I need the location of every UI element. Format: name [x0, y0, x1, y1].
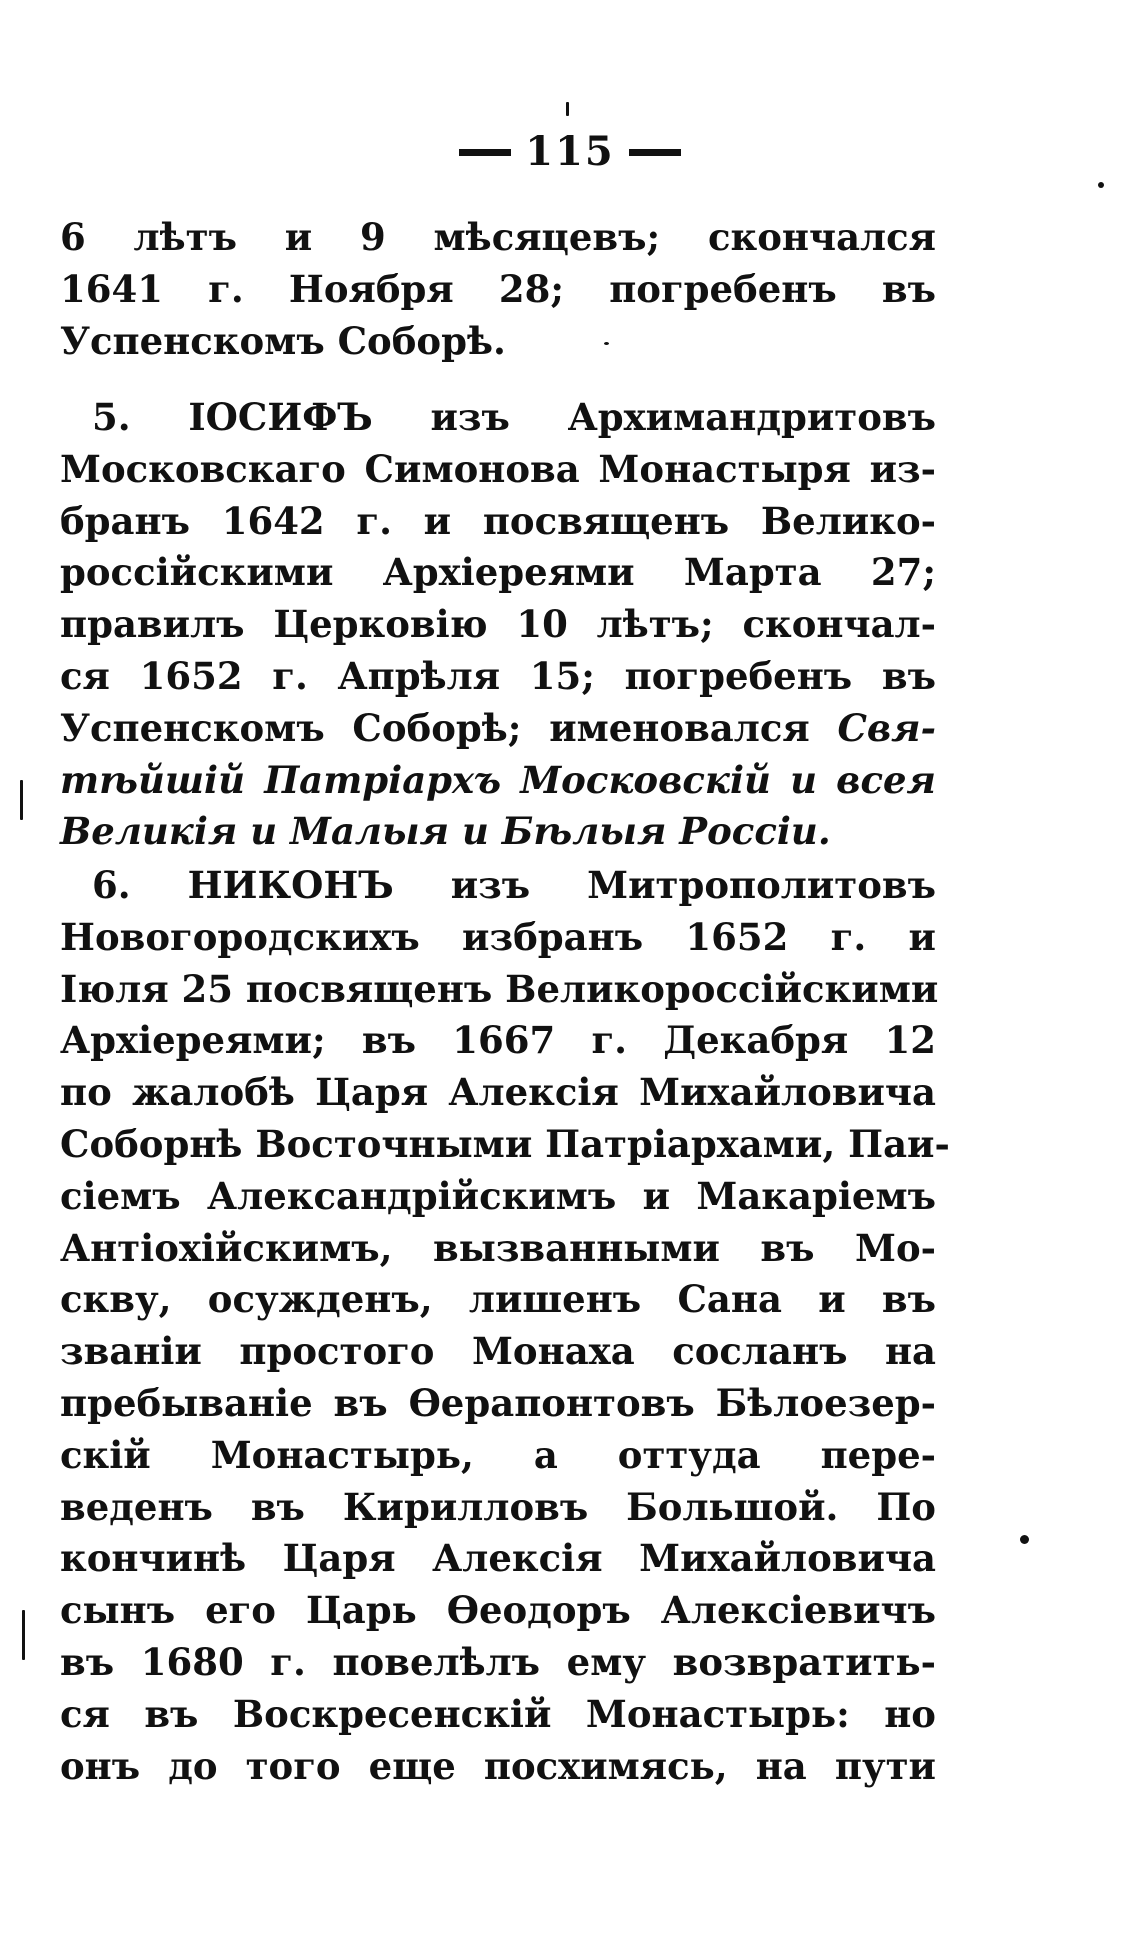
page-number-right-dash	[629, 149, 681, 156]
text-line: 6. НИКОНЪ изъ Митрополитовъ	[92, 863, 936, 907]
scan-speck	[604, 342, 609, 345]
text-line: по жалобѣ Царя Алексiя Михайловича	[60, 1070, 936, 1115]
text-line: 5. IОСИФЪ изъ Архимандритовъ	[92, 395, 936, 439]
page-number	[0, 128, 1140, 175]
text-line: Успенскомъ Соборѣ.	[60, 318, 506, 363]
page-number-value: 115	[525, 128, 615, 175]
text-line: Новогородскихъ избранъ 1652 г. и	[60, 914, 936, 959]
text-line: Архiереями; въ 1667 г. Декабря 12	[60, 1018, 936, 1063]
text-line: веденъ въ Кирилловъ Большой. По	[60, 1484, 936, 1529]
text-line: правилъ Церковiю 10 лѣтъ; скончал-	[60, 602, 936, 647]
text-line: Антiохiйскимъ, вызванными въ Мо-	[60, 1225, 936, 1270]
text-line: россiйскими Архiереями Марта 27;	[60, 550, 936, 595]
text-line: 6 лѣтъ и 9 мѣсяцевъ; скончался	[60, 215, 936, 259]
italic-title-segment: Свя-	[837, 705, 936, 750]
text-line: пребыванiе въ Ѳерапонтовъ Бѣлоезер-	[60, 1380, 936, 1425]
text-line: Московскаго Симонова Монастыря из-	[60, 446, 936, 491]
text-line: ся 1652 г. Апрѣля 15; погребенъ въ	[60, 653, 936, 698]
text-line: 1641 г. Ноября 28; погребенъ въ	[60, 266, 936, 311]
scan-speck	[22, 1610, 25, 1660]
text-line: званiи простого Монаха сосланъ на	[60, 1329, 936, 1374]
scan-speck	[1020, 1535, 1029, 1544]
text-line: кончинѣ Царя Алексiя Михайловича	[60, 1536, 936, 1581]
italic-title-line: тѣйшiй Патрiархъ Московскiй и всея	[60, 757, 936, 802]
text-line: ся въ Воскресенскiй Монастырь: но	[60, 1691, 936, 1736]
scan-speck	[20, 780, 23, 820]
text-segment: Успенскомъ Соборѣ; именовался	[60, 705, 838, 750]
scan-speck	[1098, 182, 1104, 188]
paragraph-nikon	[60, 860, 950, 1792]
text-line: онъ до того еще посхимясь, на пути	[60, 1743, 936, 1788]
text-line: Iюля 25 посвященъ Великороссiйскими	[60, 966, 939, 1011]
italic-title-line: Великiя и Малыя и Бѣлыя Россiи.	[60, 809, 831, 854]
text-line: сынъ его Царь Ѳеодоръ Алексiевичъ	[60, 1588, 936, 1633]
text-line: сiемъ Александрiйскимъ и Макарiемъ	[60, 1173, 936, 1218]
page-number-left-dash	[459, 149, 511, 156]
text-line: скву, осужденъ, лишенъ Сана и въ	[60, 1277, 936, 1322]
paragraph-iosif	[60, 392, 936, 858]
text-line: въ 1680 г. повелѣлъ ему возвратить-	[60, 1639, 936, 1684]
text-line: бранъ 1642 г. и посвященъ Велико-	[60, 498, 936, 543]
paragraph-continuation	[60, 212, 936, 367]
text-line: Соборнѣ Восточными Патрiархами, Паи-	[60, 1121, 950, 1166]
text-line-mixed	[60, 703, 936, 755]
scan-speck	[566, 102, 569, 116]
text-line: скiй Монастырь, а оттуда пере-	[60, 1432, 936, 1477]
